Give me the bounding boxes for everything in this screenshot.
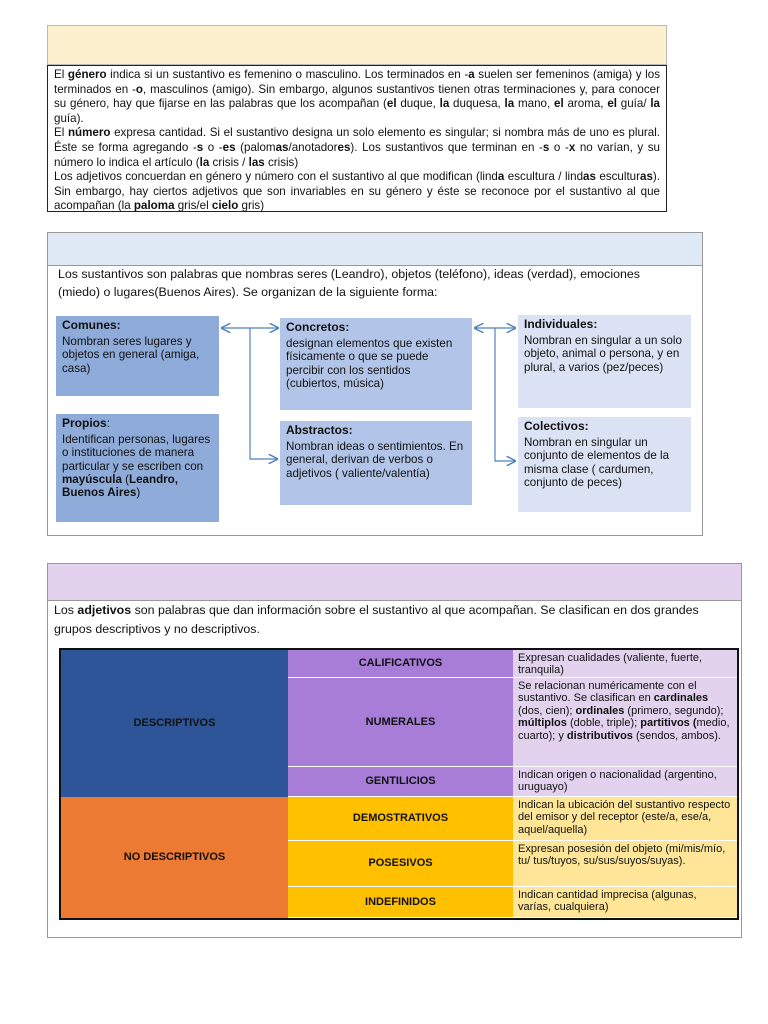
group-descriptivos: DESCRIPTIVOS <box>61 650 288 797</box>
type-indefinidos: INDEFINIDOS <box>288 887 513 918</box>
individuales-title: Individuales: <box>524 317 598 331</box>
section-header-adjetivos <box>47 563 742 601</box>
box-individuales <box>518 315 691 408</box>
box-propios <box>56 414 219 522</box>
type-numerales: NUMERALES <box>288 678 513 767</box>
desc-calificativos: Expresan cualidades (valiente, fuerte, tranquila) <box>513 650 737 678</box>
adjetivos-table <box>59 648 739 920</box>
genero-numero-text <box>47 65 667 212</box>
comunes-title: Comunes: <box>62 318 121 332</box>
box-abstractos <box>280 421 472 505</box>
comunes-text: Nombran seres lugares y objetos en general (amiga, casa) <box>62 335 200 375</box>
individuales-text: Nombran en singular a un solo objeto, animal o persona, y en plural, a varios (pez/peces) <box>524 334 682 374</box>
paragraph-numero: El número expresa cantidad. Si el sustantivo designa un solo elemento es singular; si nombra más de uno es plural. Éste se forma agregando -s o -es (palomas/anotadores). Los sustantivos que terminan en -s o -x no varían, y su número lo indica el artículo (la crisis / las crisis) <box>54 126 660 169</box>
type-calificativos: CALIFICATIVOS <box>288 650 513 678</box>
section-header-sustantivos <box>47 232 703 266</box>
box-colectivos <box>518 417 691 512</box>
group-no-descriptivos: NO DESCRIPTIVOS <box>61 797 288 918</box>
paragraph-concordancia: Los adjetivos concuerdan en género y número con el sustantivo al que modifican (linda escultura / lindas esculturas). Sin embargo, hay ciertos adjetivos que son invariables en su género y éste se reconoce por el sustantivo al que acompañan (la paloma gris/el cielo gris) <box>54 170 660 213</box>
colectivos-text: Nombran en singular un conjunto de elementos de la misma clase ( cardumen, conjunto de peces) <box>524 436 670 489</box>
desc-indefinidos: Indican cantidad imprecisa (algunas, varías, cualquiera) <box>513 887 737 918</box>
desc-numerales: Se relacionan numéricamente con el sustantivo. Se clasifican en cardinales (dos, cien); ordinales (primero, segundo); múltiplos (doble, triple); partitivos (medio, cuarto); y distributivos (sendos, ambos). <box>513 678 737 767</box>
section-header-genero-numero <box>47 25 667 65</box>
propios-text: Identifican personas, lugares o instituciones de manera particular y se escriben con mayúscula (Leandro, Buenos Aires) <box>62 433 211 500</box>
abstractos-text: Nombran ideas o sentimientos. En general, derivan de verbos o adjetivos ( valiente/valentía) <box>286 440 464 480</box>
desc-posesivos: Expresan posesión del objeto (mi/mis/mío, tu/ tus/tuyos, su/sus/suyos/suyas). <box>513 841 737 887</box>
type-gentilicios: GENTILICIOS <box>288 767 513 797</box>
type-demostrativos: DEMOSTRATIVOS <box>288 797 513 841</box>
concretos-title: Concretos: <box>286 320 350 334</box>
adjetivos-intro: Los adjetivos son palabras que dan información sobre el sustantivo al que acompañan. Se clasifican en dos grandes grupos descriptivos y no descriptivos. <box>54 603 699 636</box>
propios-title: Propios: <box>62 416 111 430</box>
concretos-text: designan elementos que existen físicamente o que se puede percibir con los sentidos (cubiertos, música) <box>286 337 453 390</box>
box-concretos <box>280 318 472 410</box>
abstractos-title: Abstractos: <box>286 423 353 437</box>
box-comunes <box>56 316 219 396</box>
desc-gentilicios: Indican origen o nacionalidad (argentino, uruguayo) <box>513 767 737 797</box>
sustantivos-intro: Los sustantivos son palabras que nombras seres (Leandro), objetos (teléfono), ideas (verdad), emociones (miedo) o lugares(Buenos Aires). Se organizan de la siguiente forma: <box>58 267 640 299</box>
colectivos-title: Colectivos: <box>524 419 589 433</box>
paragraph-genero: El género indica si un sustantivo es femenino o masculino. Los terminados en -a suelen ser femeninos (amiga) y los terminados en -o, masculinos (amigo). Sin embargo, algunos sustantivos tienen otras terminaciones y, para conocer su género, hay que fijarse en las palabras que los acompañan (el duque, la duquesa, la mano, el aroma, el guía/ la guía). <box>54 68 660 125</box>
type-posesivos: POSESIVOS <box>288 841 513 887</box>
desc-demostrativos: Indican la ubicación del sustantivo respecto del emisor y del receptor (este/a, ese/a, aquel/aquella) <box>513 797 737 841</box>
